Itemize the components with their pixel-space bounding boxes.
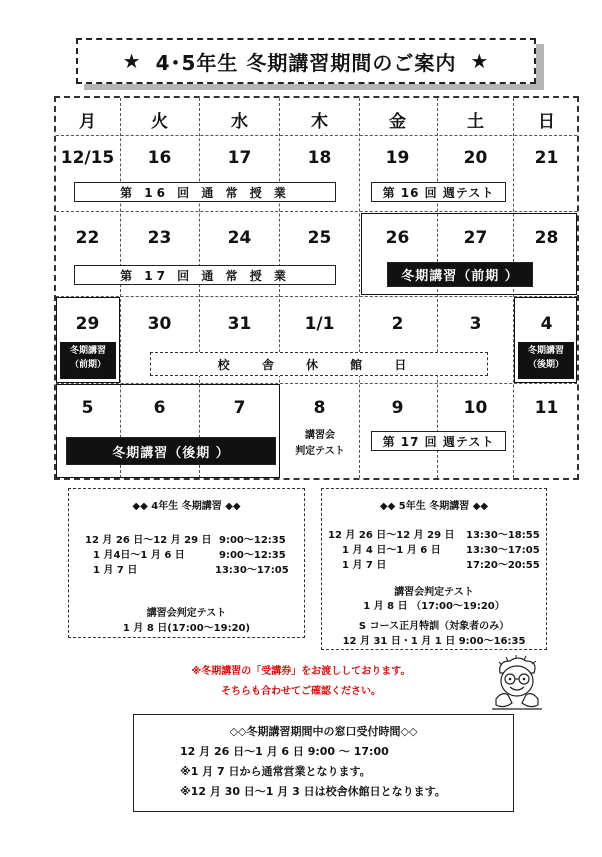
day-cell: 4 (540, 314, 553, 334)
grade5-test-title: 講習会判定テスト (394, 587, 474, 598)
note-line: 判定テスト (295, 446, 345, 457)
winter-late-band: 冬期講習（後期 ） (66, 437, 276, 465)
weekday-thu: 木 (311, 112, 328, 132)
day-cell: 22 (75, 228, 100, 248)
day-cell: 17 (227, 148, 252, 168)
grid-line (56, 296, 577, 297)
winter-early-band: 冬期講習（前期 ） (387, 262, 533, 287)
weekday-mon: 月 (79, 112, 96, 132)
calendar-grid (54, 96, 579, 480)
grade5-row-date: 1 月 7 日 (342, 560, 387, 571)
grade4-test-detail: 1 月 8 日(17:00～19:20) (122, 623, 251, 634)
grid-line (56, 135, 577, 136)
notice-line-2: そちらも合わせてご確認ください。 (221, 686, 381, 697)
grade4-heading: ◆◆ 4年生 冬期講習 ◆◆ (132, 501, 241, 512)
star-icon-left: ★ (122, 49, 142, 73)
grade4-row-time: 9:00～12:35 (219, 535, 286, 546)
grade4-row-date: 1 月 7 日 (93, 565, 138, 576)
day-cell: 11 (534, 398, 559, 418)
grade4-row-date: 1 月4日～1 月 6 日 (93, 550, 185, 561)
day-cell: 2 (391, 314, 404, 334)
weekday-wed: 水 (231, 112, 248, 132)
winter-late-sun-label (518, 342, 574, 379)
day-cell: 8 (313, 398, 326, 418)
grid-line (56, 211, 577, 212)
judgment-test-note (282, 428, 358, 460)
office-hours-title: ◇◇冬期講習期間中の窓口受付時間◇◇ (229, 725, 418, 738)
weekly-test-band-16: 第 16 回 週テスト (371, 182, 506, 202)
regular-class-band-17: 第 17 回 通 常 授 業 (74, 265, 336, 285)
page-title-text: 4･5年生 冬期講習期間のご案内 (155, 50, 457, 75)
weekday-fri: 金 (389, 112, 406, 132)
weekday-sat: 土 (467, 112, 484, 132)
note-line: （後期） (527, 360, 564, 370)
day-cell: 19 (385, 148, 410, 168)
day-cell: 25 (307, 228, 332, 248)
day-cell: 7 (233, 398, 246, 418)
day-cell: 31 (227, 314, 252, 334)
day-cell: 16 (147, 148, 172, 168)
grade5-row-date: 1 月 4 日～1 月 6 日 (342, 545, 441, 556)
office-hours-box (133, 714, 514, 812)
note-line: 冬期講習 (527, 346, 564, 356)
note-line: （前期） (69, 360, 106, 370)
office-hours-note-1: ※1 月 7 日から通常営業となります。 (180, 765, 371, 778)
day-cell: 30 (147, 314, 172, 334)
grade5-special-detail: 12 月 31 日・1 月 1 日 9:00～16:35 (342, 636, 526, 647)
grade4-schedule-box (68, 488, 305, 638)
regular-class-band-16: 第 16 回 通 常 授 業 (74, 182, 336, 202)
weekday-sun: 日 (538, 112, 555, 132)
grade5-row-date: 12 月 26 日～12 月 29 日 (328, 530, 455, 541)
note-line: 冬期講習 (69, 346, 106, 356)
day-cell: 3 (469, 314, 482, 334)
page-title (76, 38, 536, 84)
day-cell: 21 (534, 148, 559, 168)
grade4-row-time: 9:00～12:35 (219, 550, 286, 561)
notice-line-1: ※冬期講習の「受講券」をお渡ししております。 (191, 666, 411, 677)
day-cell: 10 (463, 398, 488, 418)
day-cell: 12/15 (60, 148, 115, 168)
day-cell: 9 (391, 398, 404, 418)
weekly-test-band-17: 第 17 回 週テスト (371, 431, 506, 451)
day-cell: 28 (534, 228, 559, 248)
day-cell: 5 (81, 398, 94, 418)
star-icon-right: ★ (470, 49, 490, 73)
day-cell: 20 (463, 148, 488, 168)
grade4-row-time: 13:30～17:05 (215, 565, 289, 576)
winter-early-mon-label (60, 342, 116, 379)
grade5-row-time: 13:30～17:05 (466, 545, 540, 556)
day-cell: 24 (227, 228, 252, 248)
day-cell: 29 (75, 314, 100, 334)
day-cell: 26 (385, 228, 410, 248)
grade5-row-time: 13:30～18:55 (466, 530, 540, 541)
mascot-illustration (488, 655, 546, 711)
day-cell: 6 (153, 398, 166, 418)
day-cell: 18 (307, 148, 332, 168)
day-cell: 1/1 (304, 314, 335, 334)
grade5-special-title: S コース正月特訓（対象者のみ） (358, 621, 510, 632)
office-hours-note-2: ※12 月 30 日～1 月 3 日は校舎休館日となります。 (180, 785, 446, 798)
day-cell: 23 (147, 228, 172, 248)
grade4-row-date: 12 月 26 日～12 月 29 日 (85, 535, 212, 546)
day-cell: 27 (463, 228, 488, 248)
weekday-tue: 火 (151, 112, 168, 132)
grade4-test-title: 講習会判定テスト (146, 608, 227, 619)
grade5-row-time: 17:20～20:55 (466, 560, 540, 571)
grade5-schedule-box (321, 488, 547, 650)
school-closed-band: 校 舎 休 館 日 (150, 352, 488, 376)
grade5-test-detail: 1 月 8 日 （17:00～19:20） (363, 601, 505, 612)
grade5-heading: ◆◆ 5年生 冬期講習 ◆◆ (379, 501, 489, 512)
office-hours-range: 12 月 26 日～1 月 6 日 9:00 ～ 17:00 (180, 745, 389, 758)
note-line: 講習会 (305, 430, 335, 441)
